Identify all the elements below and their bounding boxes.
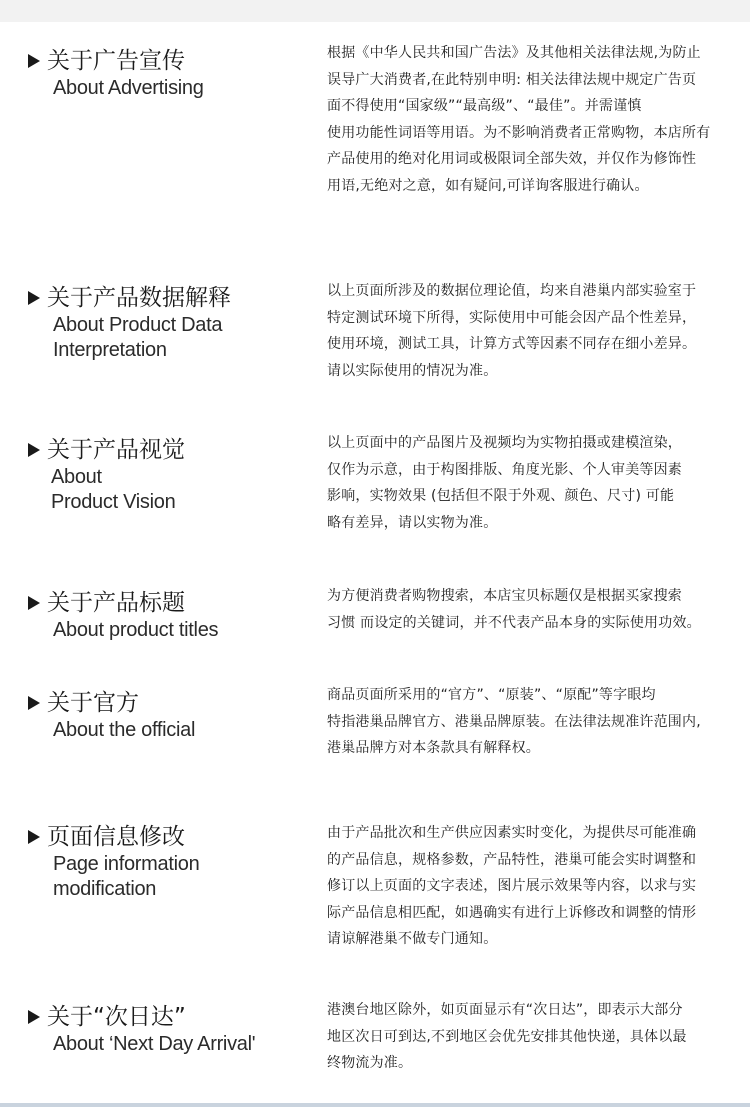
section-body: 根据《中华人民共和国广告法》及其他相关法律法规,为防止 误导广大消费者,在此特别申明: 相关法律法规中规定广告页 面不得使用“国家级”“最高级”、“最佳”。并需谨慎 使用功能性词语等用语。为不影响消费者正常购物，本店所有 产品使用的绝对化用词或极限词全部失效，并仅作为修饰性 用语,无绝对之意，如有疑问,可详询客服进行确认。: [327, 45, 711, 194]
triangle-bullet-icon: [28, 1010, 40, 1024]
section-title: 关于产品标题: [47, 590, 185, 616]
section-title: 页面信息修改: [47, 824, 185, 850]
section-title: 关于广告宣传: [47, 48, 185, 74]
bottom-edge-strip: [0, 1103, 750, 1107]
top-background-strip: [0, 0, 750, 22]
section-body: 以上页面中的产品图片及视频均为实物拍摄或建模渲染， 仅作为示意，由于构图排版、角度光影、个人审美等因素 影响，实物效果 (包括但不限于外观、颜色、尺寸) 可能 略有差异，请以实物为准。: [327, 435, 682, 531]
title-row: [28, 435, 308, 465]
title-row: [28, 1002, 308, 1032]
section-body: 为方便消费者购物搜索，本店宝贝标题仅是根据买家搜索 习惯 而设定的关键词，并不代表产品本身的实际使用功效。: [327, 588, 701, 631]
section-subtitle: About Product Vision: [51, 466, 176, 513]
section-heading: [28, 688, 308, 743]
section-subtitle: About Advertising: [53, 77, 204, 99]
triangle-bullet-icon: [28, 596, 40, 610]
title-row: [28, 46, 308, 76]
title-row: [28, 588, 308, 618]
section-subtitle: About the official: [53, 719, 196, 741]
triangle-bullet-icon: [28, 696, 40, 710]
section-title: 关于“次日达”: [47, 1004, 186, 1030]
section-heading: [28, 283, 308, 363]
section-body: 由于产品批次和生产供应因素实时变化，为提供尽可能准确 的产品信息，规格参数，产品特性，港巢可能会实时调整和 修订以上页面的文字表述，图片展示效果等内容，以求与实 际产品信息相匹配，如遇确实有进行上诉修改和调整的情形 请谅解港巢不做专门通知。: [327, 825, 697, 947]
title-row: [28, 283, 308, 313]
section-body: 港澳台地区除外，如页面显示有“次日达”，即表示大部分 地区次日可到达,不到地区会优先安排其他快递，具体以最 终物流为准。: [327, 1002, 687, 1071]
triangle-bullet-icon: [28, 54, 40, 68]
title-row: [28, 822, 308, 852]
section-subtitle: Page information modification: [53, 853, 200, 900]
section-body: 商品页面所采用的“官方”、“原装”、“原配”等字眼均 特指港巢品牌官方、港巢品牌原装。在法律法规准许范围内, 港巢品牌方对本条款具有解释权。: [327, 687, 701, 756]
section-heading: [28, 1002, 308, 1057]
section-heading: [28, 46, 308, 101]
section-subtitle: About Product Data Interpretation: [53, 314, 223, 361]
section-title: 关于产品视觉: [47, 437, 185, 463]
triangle-bullet-icon: [28, 830, 40, 844]
section-subtitle: About product titles: [53, 619, 219, 641]
section-heading: [28, 435, 308, 515]
section-heading: [28, 822, 308, 902]
section-body: 以上页面所涉及的数据位理论值，均来自港巢内部实验室于 特定测试环境下所得，实际使用中可能会因产品个性差异， 使用环境，测试工具，计算方式等因素不同存在细小差异。 请以实际使用的情况为准。: [327, 283, 697, 379]
section-title: 关于产品数据解释: [47, 285, 231, 311]
triangle-bullet-icon: [28, 443, 40, 457]
section-heading: [28, 588, 308, 643]
section-title: 关于官方: [47, 690, 139, 716]
title-row: [28, 688, 308, 718]
section-subtitle: About ‘Next Day Arrival': [53, 1033, 256, 1055]
triangle-bullet-icon: [28, 291, 40, 305]
